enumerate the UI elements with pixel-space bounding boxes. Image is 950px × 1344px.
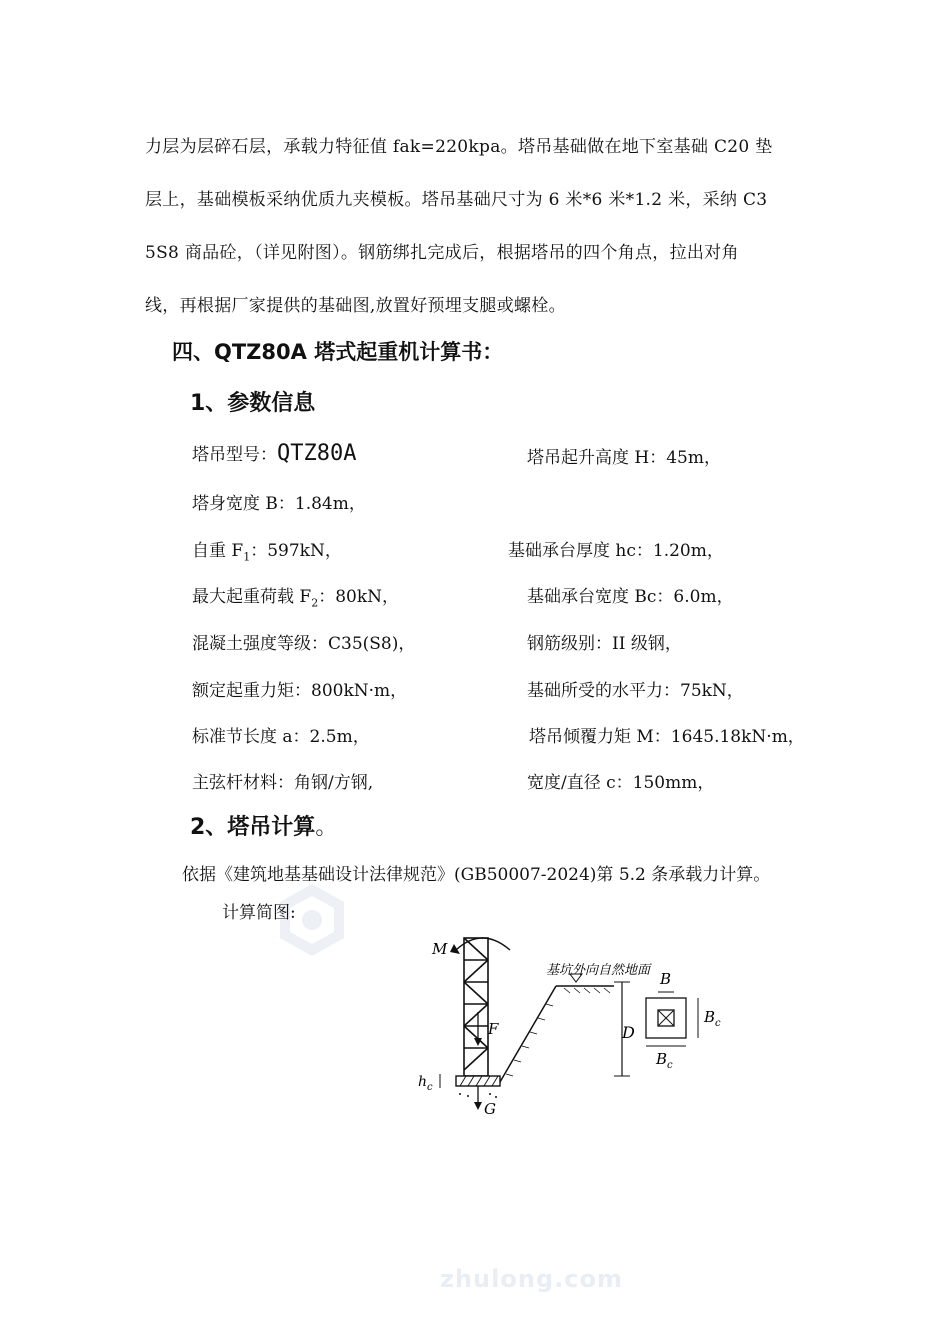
section-1-heading: 1、参数信息 [190, 391, 316, 416]
slope-hatching [506, 1004, 553, 1076]
label-bc-bottom: $B_c$ [656, 1050, 673, 1071]
section-2-tail: 。 [315, 815, 338, 840]
param-max-load-text: 最大起重荷载 F [192, 587, 312, 607]
chapter-heading: 四、QTZ80A 塔式起重机计算书： [172, 340, 504, 364]
param-model-label: 塔吊型号： [192, 445, 277, 465]
paragraph-line: 层上，基础模板采纳优质九夹模板。塔吊基础尺寸为 6 米*6 米*1.2 米，采纳 C3 [145, 190, 768, 210]
subscript: 2 [311, 596, 319, 610]
label-bc-right: $B_c$ [704, 1008, 721, 1029]
param-self-weight-value: ：597kN， [250, 541, 342, 561]
section-2-heading [190, 810, 337, 841]
subscript: 1 [243, 550, 251, 564]
param-rebar: 钢筋级别：II 级钢， [527, 634, 682, 654]
param-lift-height: 塔吊起升高度 H：45m， [527, 448, 721, 468]
label-b: B [660, 970, 672, 988]
param-self-weight [192, 536, 342, 563]
param-section-length: 标准节长度 a：2.5m， [192, 727, 370, 747]
param-rated-moment: 额定起重力矩：800kN·m， [192, 681, 408, 701]
param-cap-width: 基础承台宽度 Bc：6.0m， [527, 587, 734, 607]
param-concrete: 混凝土强度等级：C35(S8)， [192, 634, 416, 654]
param-chord-width: 宽度/直径 c：150mm， [527, 773, 715, 793]
param-self-weight-text: 自重 F [192, 541, 244, 561]
label-m: M [432, 940, 448, 958]
intro-paragraph [145, 121, 805, 333]
calculation-diagram [410, 930, 740, 1130]
moment-arrowhead [450, 944, 460, 954]
param-max-load [192, 582, 399, 609]
label-ground: 基坑外向自然地面 [546, 963, 651, 978]
param-chord-material: 主弦杆材料：角钢/方钢, [192, 773, 374, 793]
paragraph-line: 力层为层碎石层，承载力特征值 fak=220kpa。塔吊基础做在地下室基础 C20 垫 [145, 137, 773, 157]
gravity-arrowhead [474, 1102, 482, 1110]
label-hc: $h_c$ [418, 1074, 433, 1093]
basis-text: 依据《建筑地基基础设计法律规范》(GB50007-2024)第 5.2 条承载力计算。 [182, 865, 771, 885]
paragraph-line: 线，再根据厂家提供的基础图,放置好预埋支腿或螺栓。 [145, 296, 566, 316]
param-model-value: QTZ80A [277, 441, 357, 466]
diagram-caption: 计算简图: [222, 903, 296, 923]
ground-hatching [564, 988, 610, 993]
tower-mast [464, 938, 488, 1076]
param-body-width: 塔身宽度 B：1.84m， [192, 494, 366, 514]
param-model [192, 440, 356, 466]
paragraph-line: 5S8 商品砼，（详见附图）。钢筋绑扎完成后，根据塔吊的四个角点，拉出对角 [145, 243, 739, 263]
param-overturn-moment: 塔吊倾覆力矩 M：1645.18kN·m， [529, 727, 805, 747]
label-g: G [484, 1100, 496, 1118]
watermark-text: zhulong.com [440, 1265, 623, 1293]
label-d: D [622, 1023, 635, 1042]
label-f: F [488, 1020, 499, 1038]
param-cap-thickness: 基础承台厚度 hc：1.20m， [508, 541, 724, 561]
param-max-load-value: ：80kN， [318, 587, 400, 607]
section-2-title: 2、塔吊计算 [190, 815, 316, 840]
param-horizontal-force: 基础所受的水平力：75kN， [527, 681, 744, 701]
excavation-slope [500, 986, 556, 1082]
